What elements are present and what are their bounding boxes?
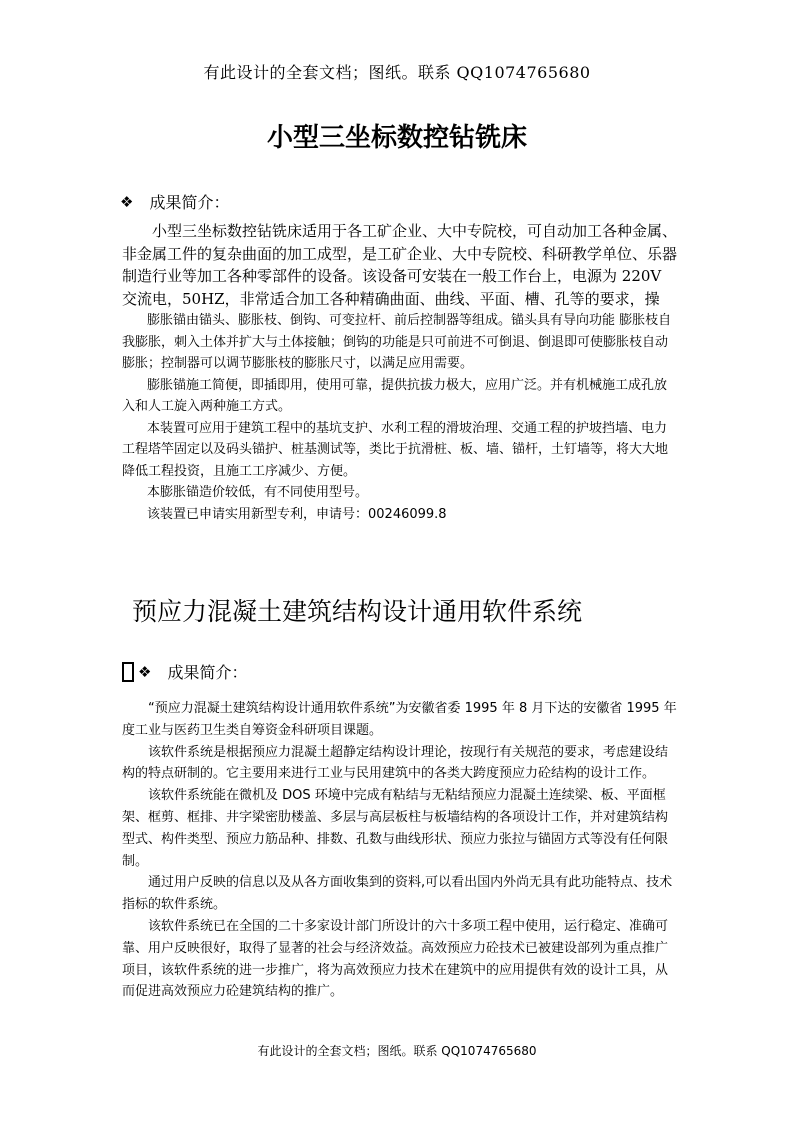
section1-paragraph: 小型三坐标数控钻铣床适用于各工矿企业、大中专院校，可自动加工各种金属、非金属工件的复杂曲面的加工成型，是工矿企业、大中专院校、科研教学单位、乐器制造行业等加工各种零部件的设备。该设备可安装在一般工作台上，电源为 220V 交流电，50HZ，非常适合加工各种精确曲面、曲线、平面、槽、孔等的要求，操 xyxy=(122,222,678,308)
section1-paragraph: 本膨胀锚造价较低，有不同使用型号。 xyxy=(147,485,369,500)
page-footer: 有此设计的全套文档；图纸。联系 QQ1074765680 xyxy=(257,1044,537,1058)
empty-box-icon xyxy=(122,662,134,682)
section2-paragraph: “预应力混凝土建筑结构设计通用软件系统”为安徽省委 1995 年 8 月下达的安徽省 1995 年度工业与医药卫生类自筹资金科研项目课题。 xyxy=(122,701,677,738)
section2-paragraph: 该软件系统能在微机及 DOS 环境中完成有粘结与无粘结预应力混凝土连续梁、板、平面框架、框剪、框排、井字梁密肋楼盖、多层与高层板柱与板墙结构的各项设计工作，并对建筑结构型式、构件类型、预应力筋品种、排数、孔数与曲线形状、预应力张拉与锚固方式等没有任何限制。 xyxy=(122,788,669,869)
section2-title: 预应力混凝土建筑结构设计通用软件系统 xyxy=(132,597,583,626)
section2-paragraph: 该软件系统已在全国的二十多家设计部门所设计的六十多项工程中使用，运行稳定、准确可靠、用户反映很好，取得了显著的社会与经济效益。高效预应力砼技术已被建设部列为重点推广项目，该软件系统的进一步推广，将为高效预应力技术在建筑中的应用提供有效的设计工具，从而促进高效预应力砼建筑结构的推广。 xyxy=(122,918,669,1000)
diamond-bullet-icon: ❖ xyxy=(120,192,134,211)
section2-paragraph: 通过用户反映的信息以及从各方面收集到的资料,可以看出国内外尚无具有此功能特点、技术指标的软件系统。 xyxy=(122,875,673,913)
section2-body xyxy=(122,698,678,1003)
section1-intro-heading xyxy=(120,190,229,213)
section1-body xyxy=(122,220,678,525)
section1-paragraph: 膨胀锚施工简便，即插即用，使用可靠，提供抗拔力极大，应用广泛。并有机械施工成孔放入和人工旋入两种施工方式。 xyxy=(122,377,668,414)
section1-paragraph: 本装置可应用于建筑工程中的基坑支护、水利工程的滑坡治理、交通工程的护坡挡墙、电力工程塔竿固定以及码头锚护、桩基测试等，类比于抗滑桩、板、墙、锚杆，土钉墙等，将大大地降低工程投资，且施工工序减少、方便。 xyxy=(122,420,669,479)
section2-intro-label: 成果简介： xyxy=(167,663,248,682)
section1-paragraph: 膨胀锚由锚头、膨胀枝、倒钩、可变拉杆、前后控制器等组成。锚头具有导向功能 膨胀枝自我膨胀，刺入土体并扩大与土体接触；倒钩的功能是只可前进不可倒退、倒退即可使膨胀枝自动膨胀；控制器可以调节膨胀枝的膨胀尺寸，以满足应用需要。 xyxy=(122,313,672,371)
diamond-bullet-icon: ❖ xyxy=(138,662,152,681)
page-header: 有此设计的全套文档；图纸。联系 QQ1074765680 xyxy=(203,63,591,82)
section1-paragraph: 该装置已申请实用新型专利，申请号：00246099.8 xyxy=(147,506,447,522)
section2-intro-heading xyxy=(122,660,247,683)
section1-intro-label: 成果简介： xyxy=(149,193,230,212)
section2-paragraph: 该软件系统是根据预应力混凝土超静定结构设计理论，按现行有关规范的要求，考虑建设结构的特点研制的。它主要用来进行工业与民用建筑中的各类大跨度预应力砼结构的设计工作。 xyxy=(122,744,669,782)
section1-title: 小型三坐标数控钻铣床 xyxy=(266,123,527,153)
